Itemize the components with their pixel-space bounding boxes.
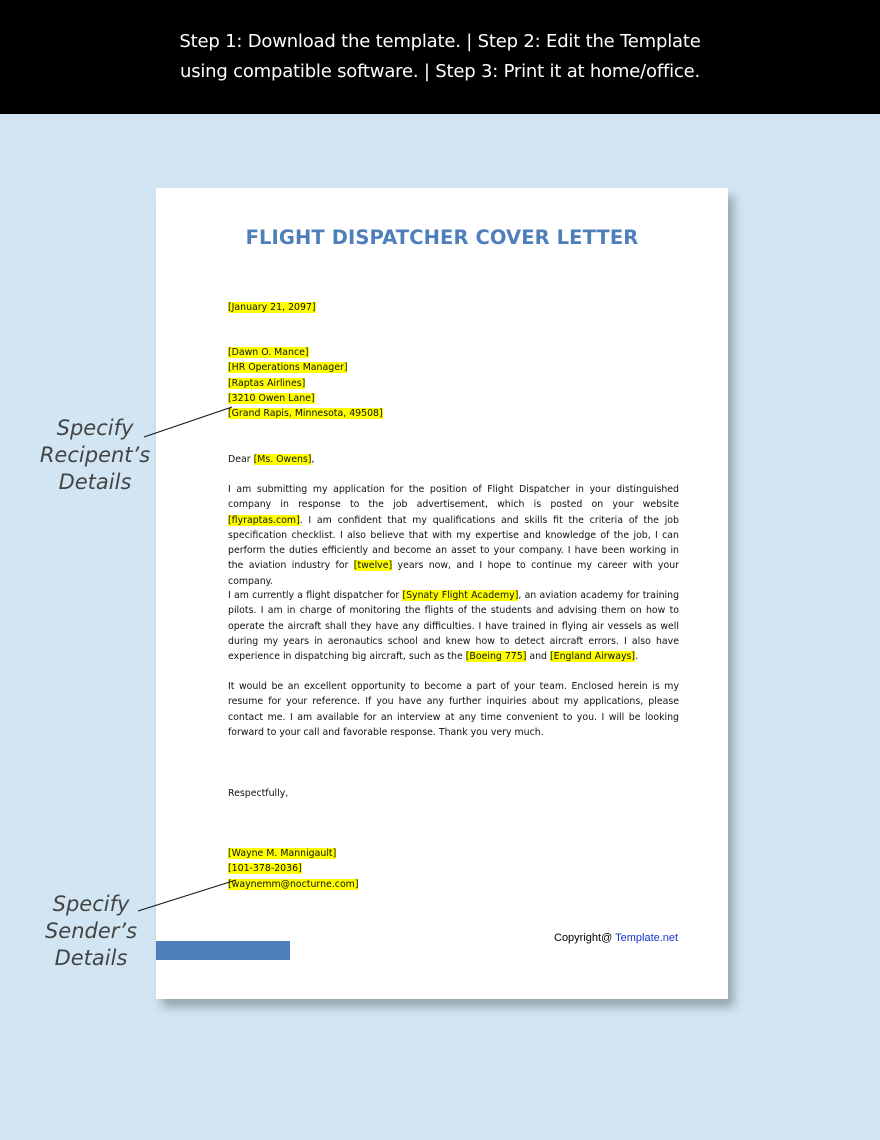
recipient-title[interactable]: [HR Operations Manager] — [228, 362, 348, 374]
greeting-suffix: , — [311, 454, 315, 465]
date-field[interactable]: [January 21, 2097] — [228, 302, 316, 313]
sender-callout — [26, 891, 156, 972]
sender-callout-line-2: Sender’s — [44, 919, 138, 943]
recipient-city[interactable]: [Grand Rapis, Minnesota, 49508] — [228, 408, 383, 420]
p2-text-3: and — [526, 651, 550, 663]
recipient-street[interactable]: [3210 Owen Lane] — [228, 392, 315, 404]
recipient-callout — [30, 415, 160, 496]
website-field[interactable]: [flyraptas.com] — [228, 514, 300, 526]
aircraft-field[interactable]: [Boeing 775] — [465, 651, 527, 663]
years-field[interactable]: [twelve] — [353, 560, 393, 572]
p2-text-4: . — [635, 651, 639, 663]
airline-field[interactable]: [England Airways] — [549, 651, 636, 663]
greeting-prefix: Dear — [228, 454, 254, 465]
recipient-name[interactable]: [Dawn O. Mance] — [228, 347, 309, 358]
copyright-link[interactable]: Template.net — [615, 932, 679, 944]
recipient-callout-line-2: Recipent’s — [39, 443, 151, 467]
p1-text-1: I am submitting my application for the position of Flight Dispatcher in your distinguished company in response to the job advertisement, which is posted on your website — [228, 484, 679, 511]
recipient-company[interactable]: [Raptas Airlines] — [228, 377, 306, 389]
academy-field[interactable]: [Synaty Flight Academy] — [402, 590, 519, 601]
banner-line-1: Step 1: Download the template. | Step 2: Edit the Template — [179, 31, 701, 52]
recipient-callout-line-1: Specify — [56, 416, 134, 440]
letter-title: FLIGHT DISPATCHER COVER LETTER — [245, 226, 639, 249]
sender-email[interactable]: [waynemm@nocturne.com] — [228, 878, 359, 890]
sender-callout-line-1: Specify — [52, 892, 130, 916]
greeting-name[interactable]: [Ms. Owens] — [253, 454, 312, 465]
p2-text-1: I am currently a flight dispatcher for — [228, 590, 403, 601]
banner-line-2: using compatible software. | Step 3: Print it at home/office. — [180, 61, 700, 82]
sender-phone[interactable]: [101-378-2036] — [228, 863, 302, 875]
p1-text-2: . I am confident that my qualifications and skills fit the criteria of the job specification checklist. I also believe that with my expertise and knowledge of the job, I can perform the duties efficiently and become an asset to your company. I have been working in the aviation industry for — [228, 514, 679, 572]
copyright-prefix: Copyright@ — [554, 932, 616, 944]
sender-name[interactable]: [Wayne M. Mannigault] — [228, 848, 337, 859]
recipient-callout-line-3: Details — [58, 470, 132, 494]
p3-text: It would be an excellent opportunity to become a part of your team. Enclosed herein is my resume for your reference. If you have any further inquiries about my applications, please contact me. I am available for an interview at any time convenient to you. I will be looking forward to your call and favorable response. Thank you very much. — [228, 681, 679, 738]
sender-callout-line-3: Details — [54, 946, 128, 970]
closing: Respectfully, — [228, 788, 289, 799]
p1-text-3: years now, and I hope to continue my career with your company. — [228, 560, 680, 587]
p2-text-2: , an aviation academy for training pilots. I am in charge of monitoring the flights of the students and advising them on how to operate the aircraft shall they have any difficulties. I have trained in flying air vessels as well during my years in aeronautics school and knew how to detect aircraft errors. I also have experience in dispatching big aircraft, such as the — [228, 590, 680, 663]
